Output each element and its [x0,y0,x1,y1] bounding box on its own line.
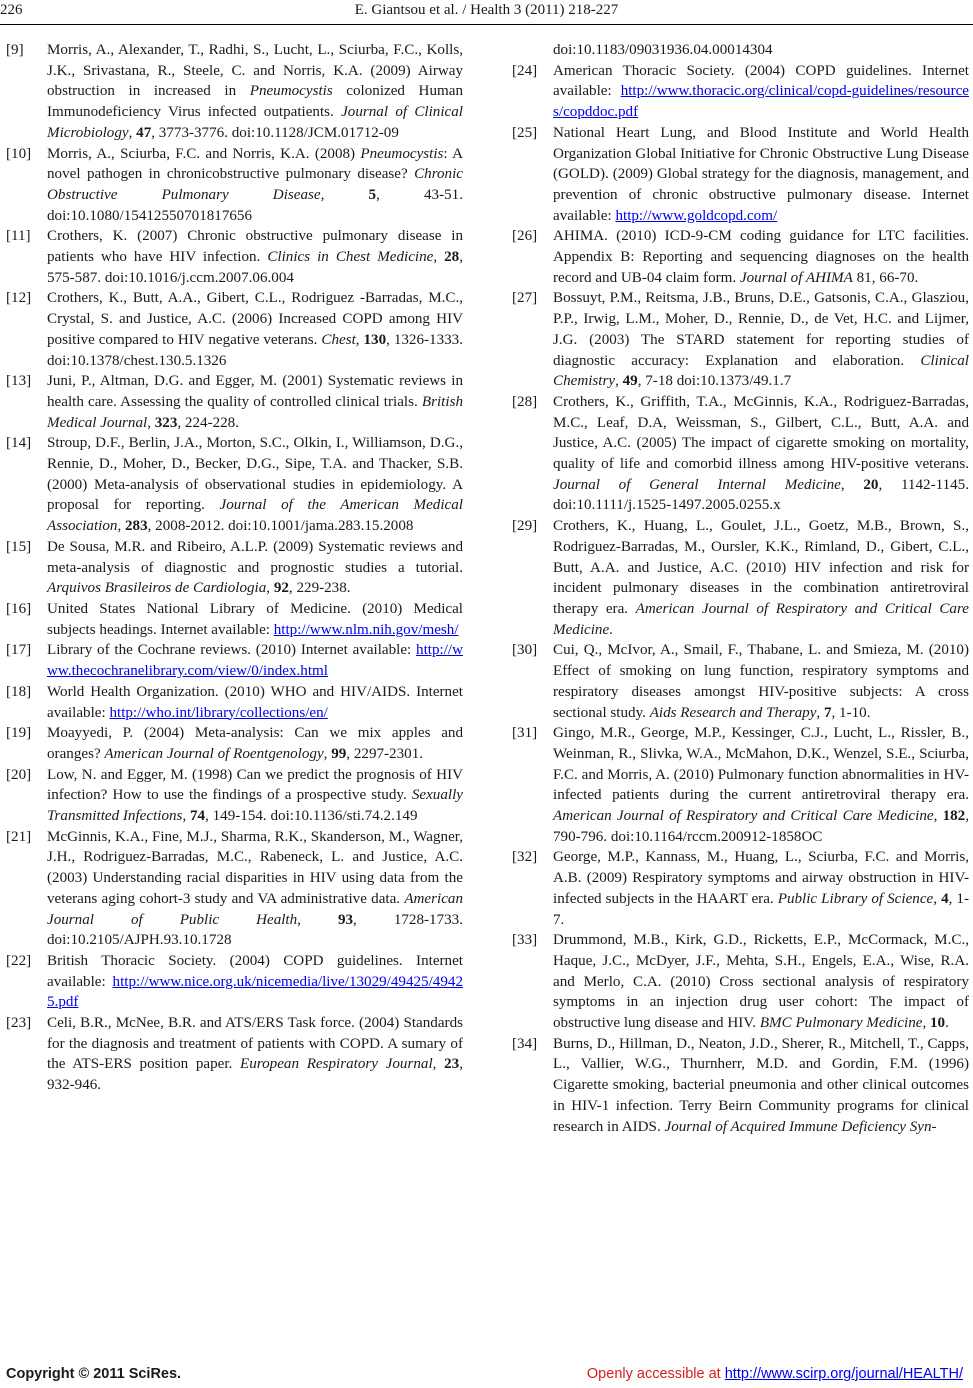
reference-text: Moayyedi, P. (2004) Meta-analysis: Can we mix apples and oranges? [47,725,463,762]
reference-text: Celi, B.R., McNee, B.R. and ATS/ERS Task force. (2004) Standards for the diagnosis and treatment of patients with COPD. A sumary of the ATS-ERS position paper. [47,1015,463,1073]
reference-text: American Thoracic Society. (2004) COPD guidelines. Internet available: [553,62,969,100]
reference-continuation [512,40,969,61]
reference-text: Low, N. and Egger, M. (1998) Can we predict the prognosis of HIV infection? How to use the findings of a prospective study. [47,766,463,804]
reference-text: , 932-946. [47,1056,463,1094]
reference-item [6,951,463,1013]
reference-text: , 149-154. doi:10.1136/sti.74.2.149 [205,808,418,825]
reference-number: [27] [512,290,538,307]
reference-number: [34] [512,1035,538,1052]
reference-number: [16] [6,600,32,617]
reference-text: , 224-228. [177,414,240,431]
open-access-label: Openly accessible at [586,1366,725,1382]
journal-title: Arquivos Brasileiros de Cardiologia [47,580,267,597]
reference-text: , 2008-2012. doi:10.1001/jama.283.15.2008 [147,518,414,535]
reference-item [512,288,969,392]
volume-number: 99 [331,745,347,762]
reference-text: , [320,186,369,203]
journal-title: Sexually Transmitted Infections [47,787,463,825]
reference-text: , [266,580,274,597]
reference-text: United States National Library of Medicine. (2010) Medical subjects headings. Internet available: [47,600,463,638]
reference-text: AHIMA. (2010) ICD-9-CM coding guidance for LTC facilities. Appendix B: Reporting and sequencing diagnoses on the health record and UB-04 claim form. [553,228,969,286]
reference-text: National Heart Lung, and Blood Institute and World Health Organization Global Initiative for Chronic Obstructive Lung Disease (GOLD). (2009) Global strategy for the diagnosis, management, and prevention of chronic obstructive pulmonary disease. Internet available: [553,124,969,224]
reference-number: [33] [512,932,538,949]
reference-item [512,61,969,123]
volume-number: 283 [124,518,148,535]
reference-number: [24] [512,62,538,79]
reference-link[interactable]: http://www.thecochranelibrary.com/view/0/index.html [47,642,463,680]
volume-number: 49 [622,373,638,390]
reference-text: . [945,1015,949,1032]
journal-title: Chest [321,331,356,348]
volume-number: 5 [368,186,377,203]
reference-number: [11] [6,228,31,245]
reference-text: Bossuyt, P.M., Reitsma, J.B., Bruns, D.E., Gatsonis, C.A., Glasziou, P.P., Irwig, L.M., Moher, D., Rennie, D., de Vet, H.C. and Lijmer, J.G. (2003) The STARD statement for reporting studies of diagnostic accuracy: Explanation and elaboration. [553,290,969,369]
volume-number: 23 [444,1056,460,1073]
reference-text: , [297,911,338,928]
reference-text: British Thoracic Society. (2004) COPD guidelines. Internet available: [47,952,463,990]
reference-item [512,226,969,288]
reference-item [6,226,463,288]
reference-number: [23] [6,1015,32,1032]
reference-text: , [816,704,824,721]
reference-item [512,723,969,847]
reference-text: Crothers, K. (2007) Chronic obstructive pulmonary disease in patients who have HIV infection. [47,228,463,266]
reference-text: Drummond, M.B., Kirk, G.D., Ricketts, E.P., McCormack, M.C., Haque, J.C., McDyer, J.F., Mehta, S.H., Engels, E.A., Wise, R.A. and Merlo, C.A. (2010) Cross sectional analysis of respiratory symptoms in an injection drug user cohort: The impact of obstructive lung disease and HIV. [553,932,969,1032]
page-number: 226 [0,2,23,18]
journal-title: Journal of Acquired Immune Deficiency Syn- [664,1118,937,1135]
reference-text: , 1142-1145. doi:10.1111/j.1525-1497.2005.0255.x [553,476,969,514]
reference-text: Burns, D., Hillman, D., Neaton, J.D., Sherer, R., Mitchell, T., Capps, L., Vallier, W.G., Thurnherr, M.D. and Gordin, F.M. (1996) Cigarette smoking, bacterial pneumonia and other clinical outcomes in HIV-1 infection. Terry Beirn Community programs for clinical research in AIDS. [553,1035,969,1135]
reference-text: , [432,1056,445,1073]
volume-number: 47 [136,124,152,141]
reference-item [512,847,969,930]
reference-text: , [128,124,137,141]
reference-item [6,371,463,433]
reference-text: , [922,1015,930,1032]
reference-number: [20] [6,766,32,783]
journal-link[interactable]: http://www.scirp.org/journal/HEALTH/ [724,1366,963,1382]
reference-link[interactable]: http://who.int/library/collections/en/ [109,704,328,721]
reference-text: , [615,373,623,390]
reference-item [6,288,463,371]
reference-text: , 575-587. doi:10.1016/j.ccm.2007.06.004 [47,249,463,286]
volume-number: 182 [942,808,966,825]
reference-text: . [609,621,613,638]
journal-title: American Journal of Respiratory and Critical Care Medicine [553,600,969,638]
references-right-column [512,40,969,1137]
reference-number: [29] [512,518,538,535]
reference-text: : A novel pathogen in chronicobstructive pulmonary disease? [47,145,463,183]
reference-item [6,1013,463,1096]
reference-item [6,537,463,599]
reference-text: , 1326-1333. doi:10.1378/chest.130.5.1326 [47,331,464,369]
volume-number: 7 [823,704,832,721]
volume-number: 323 [154,414,178,431]
open-access-notice [587,1366,963,1382]
reference-text: Crothers, K., Huang, L., Goulet, J.L., Goetz, M.B., Brown, S., Rodriguez-Barradas, M., Oursler, K.K., Rimland, D., Gibert, C.L., Butt, A.A. and Justice, A.C. (2010) HIV infection and risk for incident pulmonary diseases in the combination antiretroviral therapy era. [553,518,969,617]
reference-item [6,723,463,764]
reference-number: [26] [512,228,538,245]
volume-number: 20 [863,476,879,493]
reference-text: Juni, P., Altman, D.G. and Egger, M. (2001) Systematic reviews in health care. Assessing the quality of controlled clinical trials. [47,373,463,410]
reference-number: [31] [512,725,538,742]
reference-number: [19] [6,725,32,742]
reference-item [512,640,969,723]
reference-item [512,392,969,516]
reference-item [6,144,463,227]
reference-text: Crothers, K., Butt, A.A., Gibert, C.L., Rodriguez -Barradas, M.C., Crystal, S. and Justice, A.C. (2006) Increased COPD among HIV positive compared to HIV negative veterans. [47,290,463,348]
reference-text: Crothers, K., Griffith, T.A., McGinnis, K.A., Rodriguez-Barradas, M.C., Leaf, D.A, Weissman, S., Gilbert, C.L., Butt, A.A. and Justice, A.C. (2005) The impact of cigarette smoking on mortality, quality of life and comorbid illness among HIV-positive veterans. [553,393,969,473]
journal-title: Journal of the American Medical Association [47,497,463,535]
reference-number: [10] [6,145,32,162]
header-rule [0,24,973,25]
journal-title: American Journal of Respiratory and Critical Care Medicine [553,808,934,825]
reference-text: , 7-18 doi:10.1373/49.1.7 [637,373,792,390]
reference-number: [30] [512,642,538,659]
reference-link[interactable]: http://www.goldcopd.com/ [615,207,778,224]
reference-text: , [355,331,364,348]
reference-number: [22] [6,952,32,969]
reference-text: , [182,808,190,825]
reference-text: , 1-7. [553,890,970,928]
reference-number: [28] [512,393,538,410]
reference-link[interactable]: http://www.nlm.nih.gov/mesh/ [273,621,459,638]
reference-link[interactable]: http://www.thoracic.org/clinical/copd-guidelines/resources/copddoc.pdf [553,83,969,121]
journal-title: Journal of General Internal Medicine [553,476,841,493]
reference-text: Stroup, D.F., Berlin, J.A., Morton, S.C., Olkin, I., Williamson, D.G., Rennie, D., Moher, D., Becker, D.G., Sipe, T.A. and Thacker, S.B. (2000) Meta-analysis of observational studies in epidemiology. A proposal for reporting. [47,435,463,514]
reference-link[interactable]: http://www.nice.org.uk/nicemedia/live/13029/49425/49425.pdf [47,973,463,1011]
journal-title: Journal of AHIMA [739,269,853,286]
reference-text: , [323,745,332,762]
reference-text: , [933,890,942,907]
reference-text: , 1728-1733. doi:10.2105/AJPH.93.10.1728 [47,911,463,949]
reference-item [6,599,463,640]
reference-text: , [433,249,445,266]
journal-title: Chronic Obstructive Pulmonary Disease [47,166,463,203]
journal-title: BMC Pulmonary Medicine [759,1015,923,1032]
journal-title: Aids Research and Therapy [649,704,817,721]
running-head: E. Giantsou et al. / Health 3 (2011) 218-227 [354,2,619,18]
volume-number: 130 [363,331,387,348]
reference-item [512,930,969,1034]
reference-text: , 3773-3776. doi:10.1128/JCM.01712-09 [151,124,399,141]
reference-number: [13] [6,373,32,390]
reference-item [512,516,969,640]
reference-item [6,682,463,723]
volume-number: 93 [337,911,354,928]
journal-title: British Medical Journal [47,393,463,431]
reference-number: [21] [6,828,32,845]
journal-title: American Journal of Roentgenology [104,745,324,762]
reference-text: , 229-238. [288,580,351,597]
reference-item [6,433,463,537]
reference-text: George, M.P., Kannass, M., Huang, L., Sciurba, F.C. and Morris, A.B. (2009) Respiratory symptoms and airway obstruction in HIV-infected subjects in the HAART era. [553,849,969,907]
volume-number: 74 [189,808,206,825]
volume-number: 28 [444,249,460,266]
reference-text: colonized Human Immunodeficiency Virus infected outpatients. [47,83,463,121]
reference-item [6,640,463,681]
journal-title: Journal of Clinical Microbiology [47,104,463,141]
reference-text: doi:10.1183/09031936.04.00014304 [553,42,773,58]
reference-number: [25] [512,124,538,141]
reference-text: McGinnis, K.A., Fine, M.J., Sharma, R.K., Skanderson, M., Wagner, J.H., Rodriguez-Barradas, M.C., Rabeneck, L. and Justice, A.C. (2003) Understanding racial disparities in HIV using data from the veterans aging cohort-3 study and VA administrative data. [47,828,463,907]
reference-number: [18] [6,683,32,700]
reference-text: Cui, Q., McIvor, A., Smail, F., Thabane, L. and Smieza, M. (2010) Effect of smoking on lung function, respiratory symptoms and respiratory diseases amongst HIV-positive subjects: A cross sectional study. [553,642,969,721]
copyright-notice: Copyright © 2011 SciRes. [6,1366,182,1382]
reference-item [6,40,463,144]
reference-text: , [933,808,943,825]
reference-item [512,1034,969,1138]
reference-number: [14] [6,435,32,452]
journal-title: Clinics in Chest Medicine [267,249,434,266]
page-header [0,0,973,24]
journal-title: American Journal of Public Health [47,890,463,928]
reference-number: [9] [6,42,24,58]
reference-text: Morris, A., Alexander, T., Radhi, S., Lucht, L., Sciurba, F.C., Kolls, J.K., Srivastana, R., Steele, C. and Norris, K.A. (2009) Airway obstruction in increased in [47,42,463,100]
reference-text: , 790-796. doi:10.1164/rccm.200912-1858OC [553,808,969,845]
reference-text: , [147,414,155,431]
reference-text: , 2297-2301. [346,745,424,762]
reference-text: Gingo, M.R., George, M.P., Kessinger, C.J., Lucht, L., Rissler, B., Weinman, R., Slivka, W.A., McMahon, D.K., Wenzel, S.E., Sciurba, F.C. and Morris, A. (2010) Pulmonary function abnormalities in HV-infected patients during the current antiretroviral therapy era. [553,725,969,804]
reference-text: World Health Organization. (2010) WHO and HIV/AIDS. Internet available: [47,683,463,721]
reference-item [6,827,463,951]
reference-text: , [840,476,864,493]
journal-title: European Respiratory Journal [240,1056,433,1073]
reference-text: Library of the Cochrane reviews. (2010) Internet available: [47,642,417,659]
reference-item [512,123,969,227]
reference-text: , 1-10. [831,704,871,721]
reference-text: , 43-51. doi:10.1080/15412550701817656 [47,186,463,224]
journal-title: Public Library of Science [777,890,934,907]
volume-number: 4 [941,890,949,907]
journal-title: Pneumocystis [360,145,444,162]
reference-item [6,765,463,827]
reference-number: [15] [6,538,32,555]
reference-number: [32] [512,849,538,866]
journal-title: Pneumocystis [249,83,333,100]
volume-number: 92 [273,580,289,597]
volume-number: 10 [930,1015,946,1032]
references-left-column [6,40,463,1096]
page-footer [0,1358,973,1388]
reference-text: Morris, A., Sciurba, F.C. and Norris, K.A. (2008) [47,145,361,162]
reference-text: De Sousa, M.R. and Ribeiro, A.L.P. (2009) Systematic reviews and meta-analysis of diagnostic and prognostic studies a tutorial. [47,538,463,576]
reference-number: [12] [6,290,32,307]
reference-text: 81, 66-70. [852,269,919,286]
reference-text: , [117,518,125,535]
journal-title: Clinical Chemistry [553,352,969,390]
reference-number: [17] [6,642,32,659]
